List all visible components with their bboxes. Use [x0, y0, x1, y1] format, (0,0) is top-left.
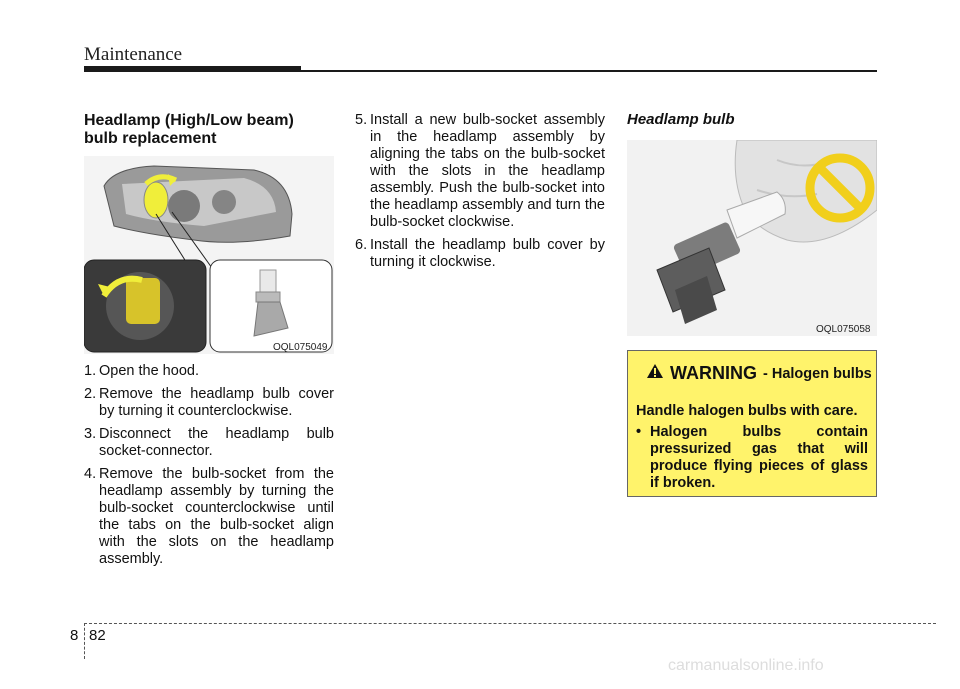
step-text: Remove the headlamp bulb cover by turning it counterclockwise.	[99, 386, 334, 419]
warning-triangle-icon	[646, 363, 664, 384]
warning-bullet-text: Halogen bulbs contain pressurized gas that will produce flying pieces of glass if broken.	[650, 424, 868, 491]
page-number: 82	[89, 627, 106, 644]
figure2-code: OQL075058	[816, 324, 871, 335]
list-item	[84, 386, 334, 420]
steps-left-list	[84, 363, 334, 574]
list-item	[84, 466, 334, 568]
warning-bullet	[636, 424, 868, 492]
step-text: Open the hood.	[99, 363, 199, 379]
step-number: 4.	[84, 466, 97, 482]
figure2-title: Headlamp bulb	[627, 111, 735, 128]
step-number: 1.	[84, 363, 97, 379]
steps-mid-list	[355, 112, 605, 277]
step-number: 3.	[84, 426, 97, 442]
page-chapter: 8	[70, 627, 79, 644]
bullet-symbol: •	[636, 424, 642, 440]
list-item	[355, 237, 605, 271]
header-rule-thin	[301, 70, 877, 72]
watermark: carmanualsonline.info	[668, 657, 824, 674]
section-title	[84, 112, 344, 148]
warning-box	[627, 350, 877, 497]
headlamp-assembly-illustration	[84, 156, 334, 354]
warning-heading	[646, 363, 873, 384]
step-text: Remove the bulb-socket from the headlamp assembly by turning the bulb-socket counterclockwise until the tabs on the bulb-socket align with the slots on the headlamp assembly.	[99, 466, 334, 567]
list-item	[84, 426, 334, 460]
step-text: Install the headlamp bulb cover by turning it clockwise.	[370, 237, 605, 270]
halogen-bulb-illustration	[627, 140, 877, 336]
footer-rule	[84, 623, 936, 624]
step-text: Install a new bulb-socket assembly in the headlamp assembly by aligning the tabs on the bulb-socket with the slots in the headlamp assembly. Push the bulb-socket into the headlamp assembly and turn the bulb-socket clockwise.	[370, 112, 605, 230]
page-header: Maintenance	[84, 44, 183, 65]
section-title-line2: bulb replacement	[84, 130, 217, 147]
headlamp-assembly-figure	[84, 156, 334, 354]
header-rule-thick	[84, 66, 301, 72]
warning-subtitle: - Halogen bulbs	[763, 366, 872, 382]
figure1-code: OQL075049	[273, 342, 328, 353]
warning-intro: Handle halogen bulbs with care.	[636, 403, 858, 419]
list-item	[84, 363, 334, 380]
halogen-bulb-figure	[627, 140, 877, 336]
step-number: 6.	[355, 237, 368, 253]
step-text: Disconnect the headlamp bulb socket-connector.	[99, 426, 334, 459]
list-item	[355, 112, 605, 231]
section-title-line1: Headlamp (High/Low beam)	[84, 112, 294, 129]
footer-divider	[84, 623, 85, 659]
step-number: 2.	[84, 386, 97, 402]
warning-label: WARNING	[670, 363, 757, 383]
step-number: 5.	[355, 112, 368, 128]
